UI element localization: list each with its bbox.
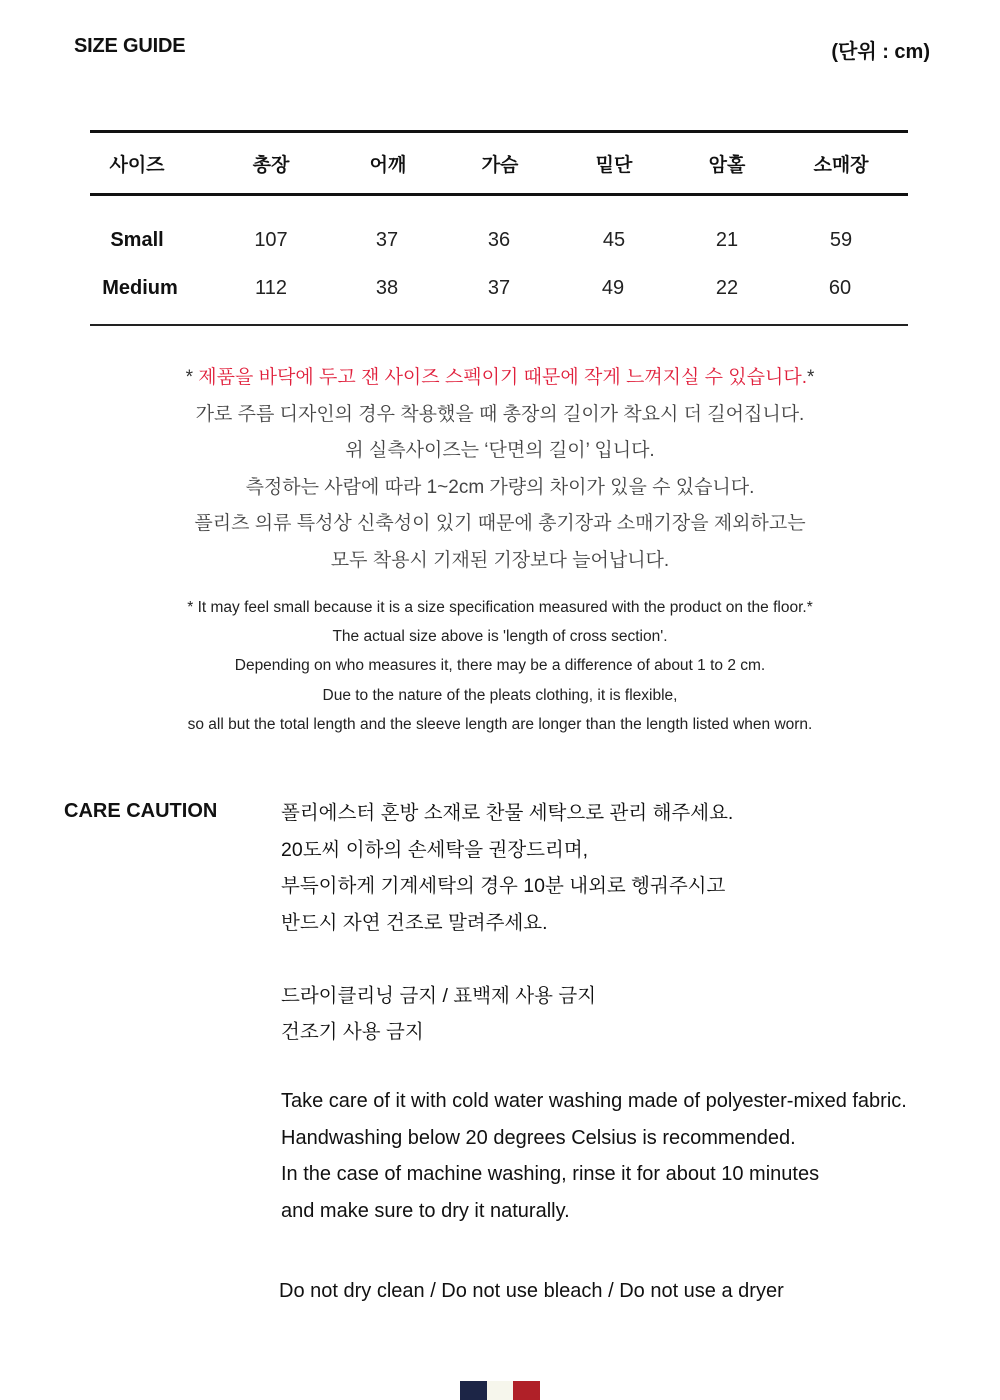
care-line: 반드시 자연 건조로 말려주세요. xyxy=(281,911,548,934)
cell-armhole: 21 xyxy=(715,228,739,251)
column-header-armhole: 암홀 xyxy=(708,154,746,176)
flag-stripe-white xyxy=(487,1381,514,1400)
note-line: 가로 주름 디자인의 경우 착용했을 때 총장의 길이가 착요시 더 길어집니다. xyxy=(195,403,805,425)
page-title: SIZE GUIDE xyxy=(74,35,186,57)
size-notes-english xyxy=(0,593,1000,739)
column-header-size: 사이즈 xyxy=(109,154,165,176)
column-header-total-length: 총장 xyxy=(252,154,290,176)
cell-chest: 36 xyxy=(487,228,511,251)
note-line: 측정하는 사람에 따라 1~2cm 가량의 차이가 있을 수 있습니다. xyxy=(245,476,755,498)
care-line: Take care of it with cold water washing made of polyester-mixed fabric. xyxy=(281,1090,907,1112)
table-header-row xyxy=(90,133,908,193)
size-warning-english: * It may feel small because it is a size specification measured with the product on the floor.* xyxy=(187,599,813,616)
size-warning-korean xyxy=(0,360,1000,397)
care-line: 부득이하게 기계세탁의 경우 10분 내외로 헹궈주시고 xyxy=(281,875,726,897)
note-line: 모두 착용시 기재된 기장보다 늘어납니다. xyxy=(330,549,670,571)
table-row-small xyxy=(90,216,908,264)
cell-total-length: 112 xyxy=(255,276,287,299)
note-line: The actual size above is 'length of cross section'. xyxy=(332,628,668,646)
cell-shoulder: 37 xyxy=(375,228,399,251)
row-label: Small xyxy=(110,228,164,251)
care-instructions-korean xyxy=(281,795,733,1051)
row-label: Medium xyxy=(102,276,178,299)
cell-shoulder: 38 xyxy=(375,276,399,299)
cell-hem: 49 xyxy=(601,276,625,299)
care-prohibition: 드라이클리닝 금지 / 표백제 사용 금지 xyxy=(281,984,597,1007)
note-line: Depending on who measures it, there may be a difference of about 1 to 2 cm. xyxy=(234,657,766,675)
cell-sleeve-length: 60 xyxy=(828,276,852,299)
cell-total-length: 107 xyxy=(254,228,288,251)
table-bottom-rule xyxy=(90,324,908,326)
note-line: Due to the nature of the pleats clothing, it is flexible, xyxy=(322,686,678,704)
note-line: 위 실측사이즈는 ‘단면의 길이’ 입니다. xyxy=(345,440,655,461)
care-caution-title: CARE CAUTION xyxy=(64,800,218,822)
care-instructions-english xyxy=(281,1083,907,1229)
cell-hem: 45 xyxy=(602,228,626,251)
note-line: so all but the total length and the sleeve length are longer than the length listed when worn. xyxy=(187,715,813,733)
note-line: 플리츠 의류 특성상 신축성이 있기 때문에 총기장과 소매기장을 제외하고는 xyxy=(194,513,806,534)
cell-sleeve-length: 59 xyxy=(829,228,853,251)
asterisk: * xyxy=(806,367,815,388)
flag-stripe-navy xyxy=(460,1381,487,1400)
column-header-chest: 가슴 xyxy=(481,154,519,176)
spacer xyxy=(281,941,733,978)
care-prohibitions-english: Do not dry clean / Do not use bleach / Do not use a dryer xyxy=(279,1280,784,1302)
care-line: 20도씨 이하의 손세탁을 권장드리며, xyxy=(281,838,589,861)
column-header-hem: 밑단 xyxy=(595,154,633,176)
table-row-medium xyxy=(90,264,908,312)
tricolor-flag-icon xyxy=(460,1381,540,1400)
care-line: 폴리에스터 혼방 소재로 찬물 세탁으로 관리 해주세요. xyxy=(281,802,734,824)
column-header-shoulder: 어깨 xyxy=(369,154,407,176)
size-table xyxy=(90,130,908,326)
care-line: In the case of machine washing, rinse it for about 10 minutes xyxy=(281,1163,820,1185)
flag-stripe-red xyxy=(513,1381,540,1400)
warning-text: 제품을 바닥에 두고 잰 사이즈 스펙이기 때문에 작게 느껴지실 수 있습니다. xyxy=(198,367,807,388)
unit-label: (단위 : cm) xyxy=(831,41,930,63)
asterisk: * xyxy=(185,367,199,388)
care-line: Handwashing below 20 degrees Celsius is recommended. xyxy=(281,1126,796,1149)
size-notes-korean xyxy=(0,360,1000,579)
column-header-sleeve-length: 소매장 xyxy=(813,154,869,176)
cell-armhole: 22 xyxy=(715,276,739,299)
care-line: and make sure to dry it naturally. xyxy=(281,1199,570,1222)
cell-chest: 37 xyxy=(487,276,511,299)
care-prohibition: 건조기 사용 금지 xyxy=(281,1021,424,1043)
table-body xyxy=(90,196,908,324)
